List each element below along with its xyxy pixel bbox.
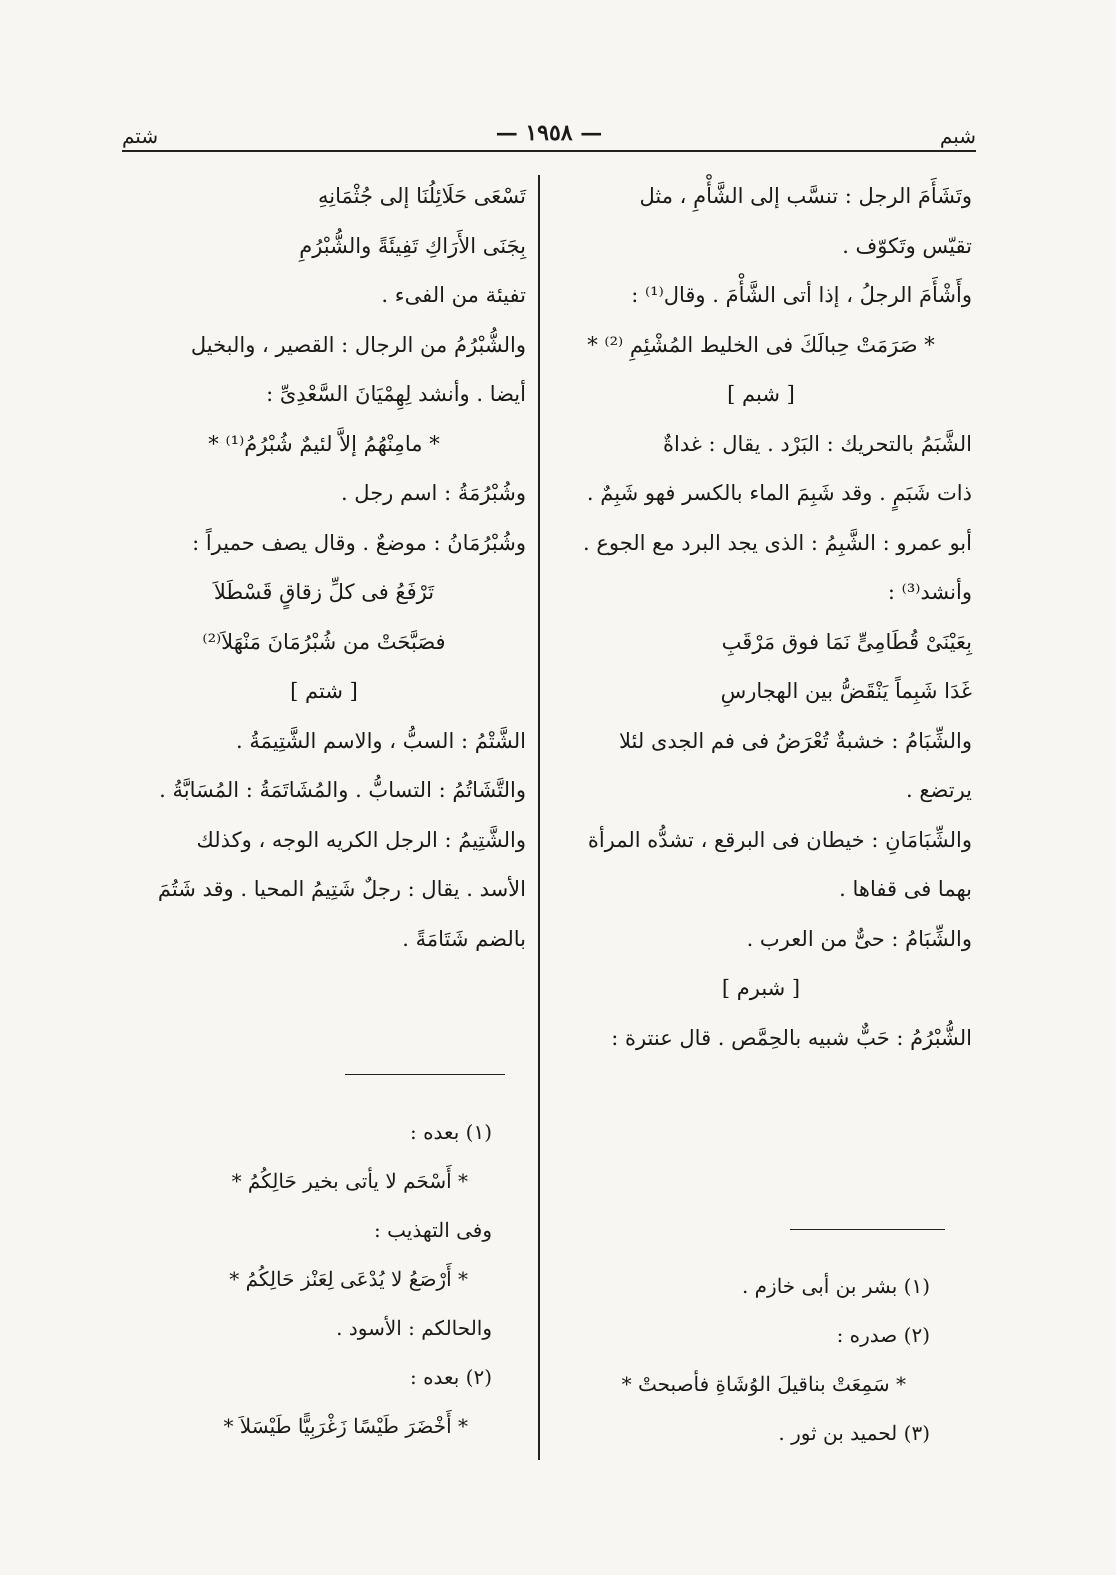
text-line: والشَّتِيمُ : الرجل الكريه الوجه ، وكذلك — [196, 827, 526, 852]
text-line: والتَّشَاتُمُ : التسابُّ . والمُشَاتَمَةُ : المُسَابَّةُ . — [159, 778, 526, 802]
text-line: الشَّتْمُ : السبُّ ، والاسم الشَّتِيمَةُ . — [235, 728, 526, 753]
left-column — [122, 172, 526, 964]
column-divider — [538, 175, 540, 1460]
text-line: وشُبْرُمَانُ : موضعٌ . وقال يصف حميراً : — [192, 530, 526, 555]
text-line: وأنشد⁽³⁾ : — [887, 580, 972, 604]
text-line: بهما فى قفاها . — [839, 877, 972, 901]
verse-line: تَسْعَى حَلَائِلُنَا إلى جُثْمَانِهِ — [318, 184, 526, 208]
verse-line: * صَرَمَتْ حِبالَكَ فى الخليط المُشْئِمِ ⁽²⁾ * — [587, 332, 935, 357]
footnote-line: (٢) صدره : — [836, 1323, 930, 1347]
footnote-line: * أَسْحَم لا يأتى بخير حَالِكُمُ * — [231, 1169, 468, 1193]
right-column — [550, 172, 972, 1063]
entry-heading-shubrum: [ شبرم ] — [721, 976, 801, 1000]
text-line: بالضم شَتَامَةً . — [402, 926, 526, 951]
footnote-line: * سَمِعَتْ بناقيلَ الوُشَاةِ فأصبحتْ * — [621, 1372, 906, 1396]
text-line: تقيّس وتَكوّف . — [842, 233, 972, 258]
verse-line: * مامِنْهُمُ إلاَّ لئيمٌ شُبْرُمُ⁽¹⁾ * — [208, 431, 440, 456]
header-rule — [122, 150, 976, 152]
text-line: والشِّبَامُ : خشبةٌ تُعْرَضُ فى فم الجدى لئلا — [619, 728, 972, 753]
page-number: — ١٩٥٨ — — [495, 120, 603, 146]
header-right-word: شبم — [939, 124, 976, 148]
footnote-line: (٣) لحميد بن ثور . — [778, 1421, 930, 1445]
verse-line: فصَبَّحَتْ من شُبْرُمَانَ مَنْهَلاَ⁽²⁾ — [202, 629, 446, 654]
text-line: وتَشَأَمَ الرجل : تنسَّب إلى الشَّأْمِ ، مثل — [639, 184, 972, 208]
text-line: الشُّبْرُمُ : حَبٌّ شبيه بالحِمَّص . قال عنترة : — [611, 1025, 972, 1050]
footnote-rule-right — [790, 1229, 945, 1230]
text-line: وشُبْرُمَةُ : اسم رجل . — [340, 481, 526, 505]
verse-line: غَدَا شَبِماً يَنْقَضُّ بين الهجارسِ — [720, 679, 972, 703]
text-line: الشَّبَمُ بالتحريك : البَرْد . يقال : غداةٌ — [663, 431, 972, 456]
text-line: أبو عمرو : الشَّبِمُ : الذى يجد البرد مع الجوع . — [582, 530, 972, 555]
footnotes-right — [550, 1262, 930, 1458]
text-line: ذات شَبَمٍ . وقد شَبِمَ الماء بالكسر فهو شَبِمٌ . — [586, 481, 972, 505]
text-line: وأَشْأَمَ الرجلُ ، إذا أتى الشَّأْمَ . وقال⁽¹⁾ : — [631, 283, 972, 307]
footnote-line: (١) بعده : — [409, 1120, 492, 1144]
text-line: والشِّبَامَانِ : خيطان فى البرقع ، تشدُّه المرأة — [587, 827, 972, 852]
footnote-line: (١) بشر بن أبى خازم . — [741, 1274, 930, 1298]
footnote-line: * أَخْضَرَ طَيْسًا زَغْرَبِيًّا طَيْسَلاَ * — [223, 1414, 468, 1438]
footnote-rule-left — [345, 1074, 505, 1075]
verse-line: تَرْفَعُ فى كلِّ زقاقٍ قَسْطَلاَ — [213, 580, 435, 604]
header-left-word: شتم — [122, 124, 159, 148]
text-line: يرتضع . — [905, 778, 972, 802]
verse-line: بِعَيْنَىْ قُطَامِىٍّ نَمَا فوق مَرْقَبِ — [721, 629, 972, 654]
footnote-line: وفى التهذيب : — [374, 1218, 492, 1242]
entry-heading-shatm: [ شتم ] — [290, 679, 358, 703]
verse-line: بِجَنَى الأَرَاكِ تَفِيئَةً والشُّبْرُمِ — [299, 233, 526, 258]
text-line: والشُّبْرُمُ من الرجال : القصير ، والبخيل — [190, 332, 526, 357]
page-header — [122, 118, 976, 154]
footnotes-left — [122, 1108, 492, 1451]
footnote-line: (٢) بعده : — [409, 1365, 492, 1389]
text-line: أيضا . وأنشد لِهِمْيَانَ السَّعْدِىِّ : — [266, 382, 526, 406]
footnote-line: والحالكم : الأسود . — [336, 1316, 492, 1340]
text-line: والشِّبَامُ : حىٌّ من العرب . — [746, 926, 972, 951]
footnote-line: * أَرْصَعُ لا يُدْعَى لِعَنْز حَالِكُمُ * — [229, 1267, 468, 1291]
entry-heading-shabam: [ شبم ] — [727, 382, 795, 406]
text-line: تفيئة من الفىء . — [381, 283, 526, 307]
text-line: الأسد . يقال : رجلٌ شَتِيمُ المحيا . وقد شَتُمَ — [157, 877, 526, 901]
